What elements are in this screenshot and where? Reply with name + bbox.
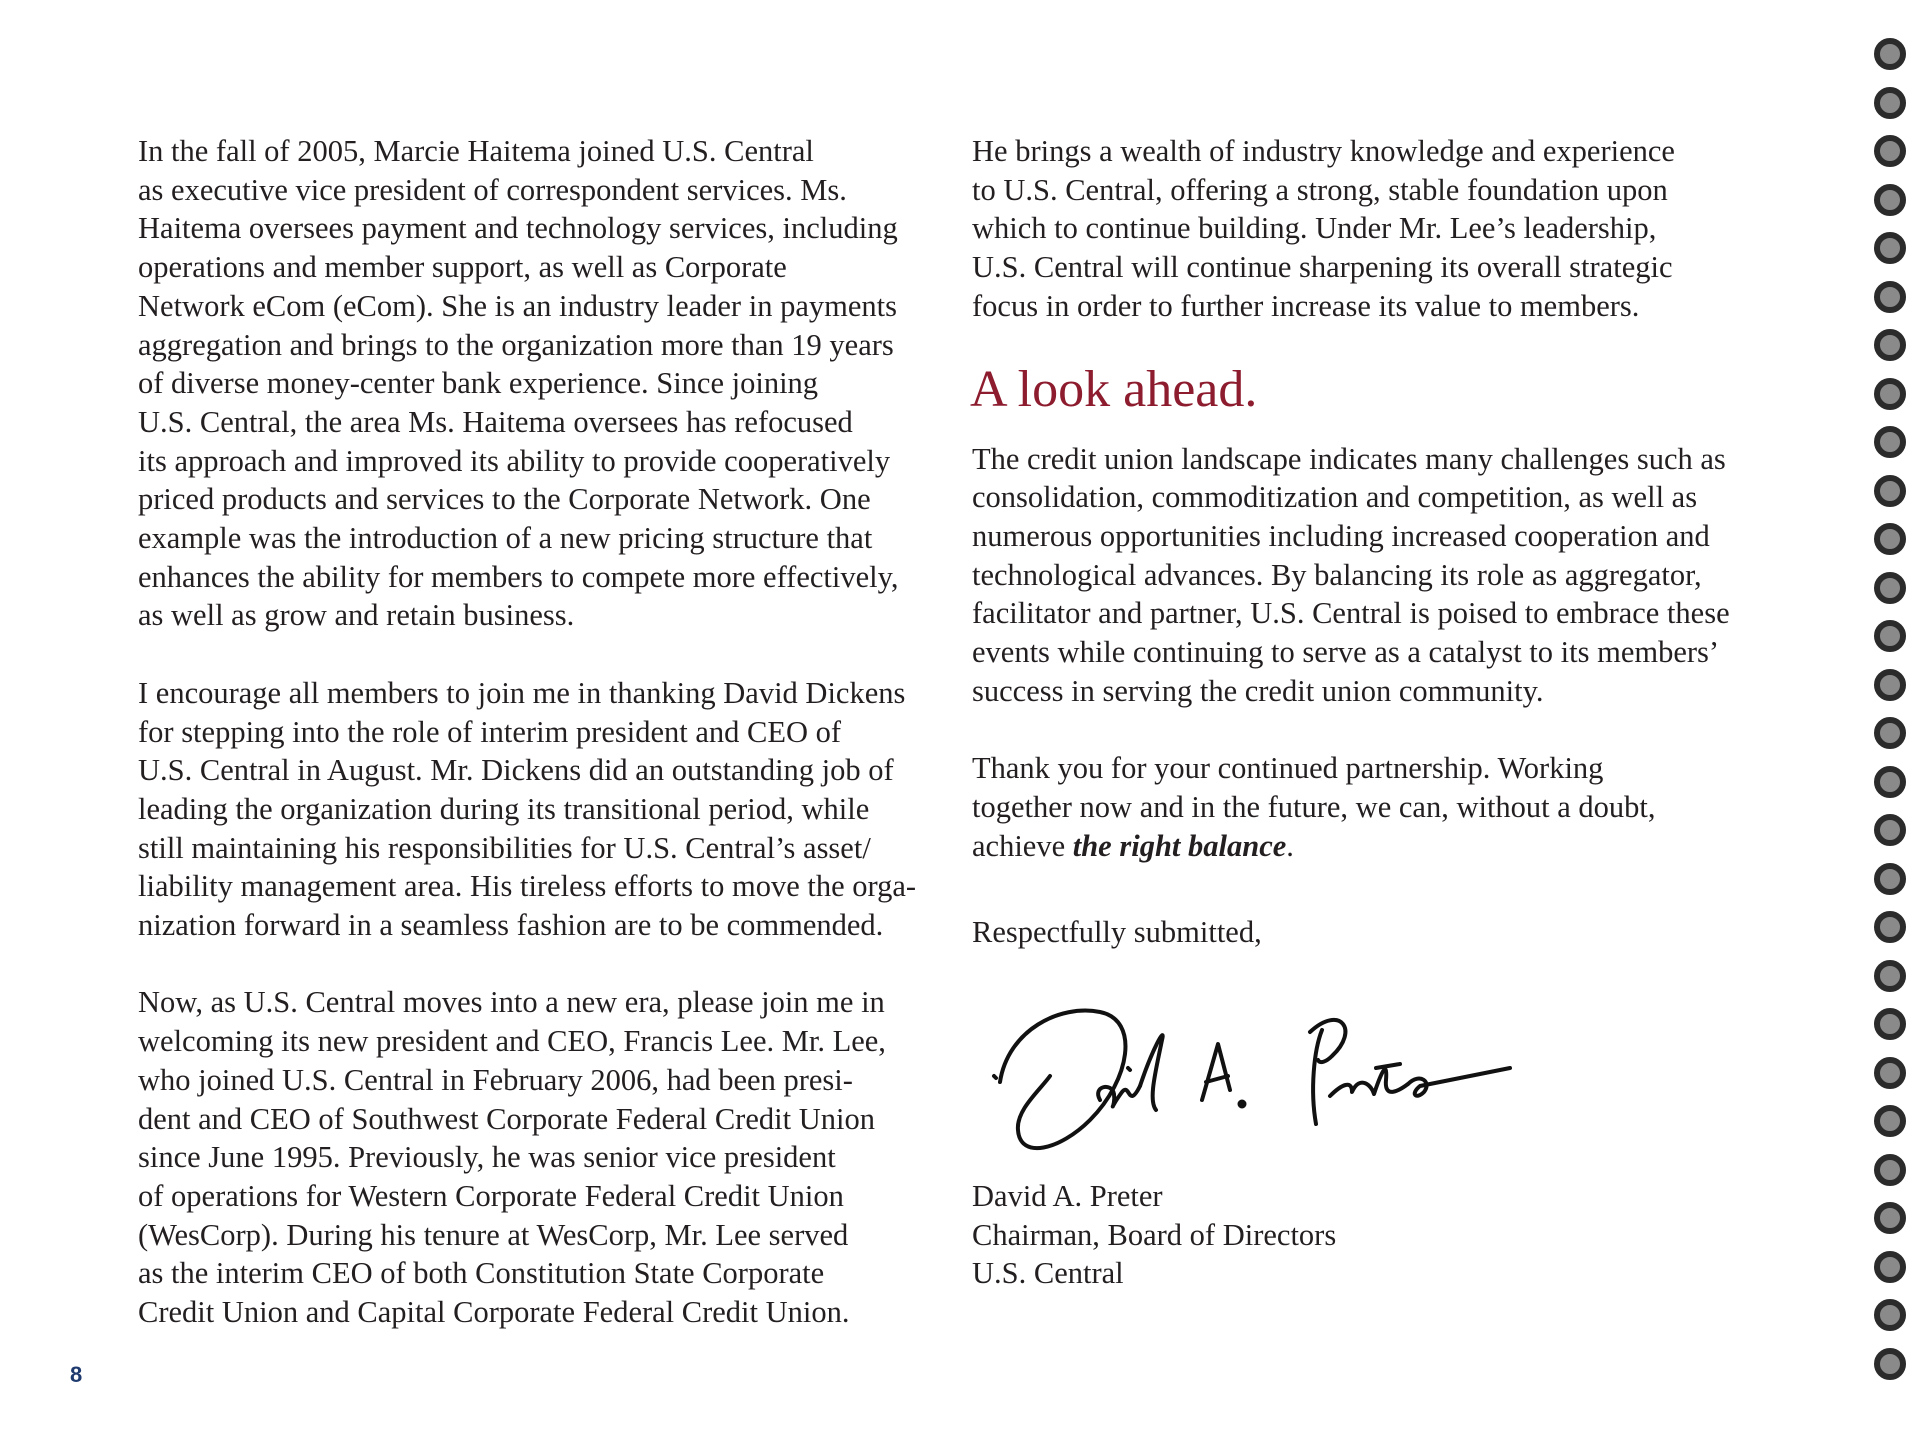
binding-ring bbox=[1874, 911, 1906, 943]
text-line: focus in order to further increase its value to members. bbox=[972, 288, 1640, 323]
text-line: Credit Union and Capital Corporate Federal Credit Union. bbox=[138, 1295, 850, 1330]
binding-ring bbox=[1874, 1057, 1906, 1089]
binding-ring bbox=[1874, 1348, 1906, 1380]
binding-ring bbox=[1874, 766, 1906, 798]
text-line: operations and member support, as well as Corporate bbox=[138, 250, 787, 285]
binding-ring bbox=[1874, 232, 1906, 264]
text-line: enhances the ability for members to compete more effectively, bbox=[138, 559, 899, 594]
binding-ring bbox=[1874, 329, 1906, 361]
binding-ring bbox=[1874, 426, 1906, 458]
text-line: dent and CEO of Southwest Corporate Federal Credit Union bbox=[138, 1101, 875, 1136]
text-line: facilitator and partner, U.S. Central is poised to embrace these bbox=[972, 596, 1730, 631]
text-line: which to continue building. Under Mr. Lee’s leadership, bbox=[972, 211, 1657, 246]
text-line: numerous opportunities including increased cooperation and bbox=[972, 518, 1710, 553]
binding-ring bbox=[1874, 475, 1906, 507]
signer-title: Chairman, Board of Directors bbox=[972, 1217, 1337, 1252]
binding-ring bbox=[1874, 281, 1906, 313]
paragraph-dickens bbox=[138, 674, 958, 945]
text-line: Now, as U.S. Central moves into a new era, please join me in bbox=[138, 985, 885, 1020]
text-line: technological advances. By balancing its role as aggregator, bbox=[972, 557, 1702, 592]
text-line: of diverse money-center bank experience. Since joining bbox=[138, 366, 819, 401]
binding-ring bbox=[1874, 87, 1906, 119]
binding-ring bbox=[1874, 135, 1906, 167]
page-number: 8 bbox=[70, 1362, 83, 1387]
binding-ring bbox=[1874, 960, 1906, 992]
text-fragment: . bbox=[1286, 828, 1294, 863]
binding-ring bbox=[1874, 1008, 1906, 1040]
text-line: as well as grow and retain business. bbox=[138, 598, 575, 633]
text-line: U.S. Central in August. Mr. Dickens did an outstanding job of bbox=[138, 753, 894, 788]
text-line: Haitema oversees payment and technology services, including bbox=[138, 211, 898, 246]
binding-ring bbox=[1874, 184, 1906, 216]
text-line-with-emphasis bbox=[972, 827, 1792, 866]
binding-ring bbox=[1874, 669, 1906, 701]
text-line: In the fall of 2005, Marcie Haitema joined U.S. Central bbox=[138, 134, 814, 168]
text-line: its approach and improved its ability to provide cooperatively bbox=[138, 443, 891, 478]
text-line: since June 1995. Previously, he was senior vice president bbox=[138, 1140, 836, 1175]
paragraph-lee-continued bbox=[972, 132, 1792, 326]
text-line: Network eCom (eCom). She is an industry leader in payments bbox=[138, 288, 897, 323]
paragraph-thanks bbox=[972, 749, 1792, 865]
binding-ring bbox=[1874, 1251, 1906, 1283]
text-line: consolidation, commoditization and competition, as well as bbox=[972, 480, 1698, 515]
binding-ring bbox=[1874, 572, 1906, 604]
text-line: U.S. Central, the area Ms. Haitema oversees has refocused bbox=[138, 404, 853, 439]
text-line: liability management area. His tireless efforts to move the orga- bbox=[138, 869, 917, 904]
text-line: He brings a wealth of industry knowledge and experience bbox=[972, 134, 1675, 168]
binding-ring bbox=[1874, 378, 1906, 410]
emphasis-text: the right balance bbox=[1072, 828, 1287, 863]
text-line: nization forward in a seamless fashion are to be commended. bbox=[138, 908, 884, 943]
text-line: for stepping into the role of interim president and CEO of bbox=[138, 714, 842, 749]
binding-ring bbox=[1874, 1299, 1906, 1331]
binding-ring bbox=[1874, 620, 1906, 652]
paragraph-haitema bbox=[138, 132, 958, 635]
text-line: example was the introduction of a new pricing structure that bbox=[138, 521, 873, 556]
section-heading: A look ahead. bbox=[970, 360, 1258, 418]
binding-ring bbox=[1874, 717, 1906, 749]
binding-ring bbox=[1874, 1154, 1906, 1186]
binding-ring bbox=[1874, 523, 1906, 555]
text-line: Thank you for your continued partnership. Working bbox=[972, 751, 1604, 786]
text-line: events while continuing to serve as a catalyst to its members’ bbox=[972, 635, 1720, 670]
text-line: still maintaining his responsibilities for U.S. Central’s asset/ bbox=[138, 830, 871, 865]
binding-ring bbox=[1874, 38, 1906, 70]
left-column bbox=[138, 132, 958, 1370]
text-line: I encourage all members to join me in thanking David Dickens bbox=[138, 675, 906, 710]
binding-ring bbox=[1874, 1105, 1906, 1137]
text-line: (WesCorp). During his tenure at WesCorp, Mr. Lee served bbox=[138, 1217, 849, 1252]
text-line: to U.S. Central, offering a strong, stable foundation upon bbox=[972, 172, 1668, 207]
text-line: together now and in the future, we can, without a doubt, bbox=[972, 789, 1656, 824]
text-line: as executive vice president of correspondent services. Ms. bbox=[138, 172, 847, 207]
paragraph-outlook bbox=[972, 440, 1792, 711]
handwritten-signature bbox=[980, 990, 1540, 1170]
text-line: aggregation and brings to the organization more than 19 years bbox=[138, 327, 894, 362]
text-line: The credit union landscape indicates many challenges such as bbox=[972, 441, 1726, 476]
binding-ring bbox=[1874, 863, 1906, 895]
spiral-binding bbox=[1874, 38, 1906, 1438]
signer-name: David A. Preter bbox=[972, 1179, 1163, 1213]
text-fragment: achieve bbox=[972, 828, 1073, 863]
text-line: who joined U.S. Central in February 2006, had been presi- bbox=[138, 1062, 853, 1097]
right-column bbox=[972, 132, 1792, 991]
binding-ring bbox=[1874, 814, 1906, 846]
text-line: as the interim CEO of both Constitution State Corporate bbox=[138, 1256, 825, 1291]
text-line: success in serving the credit union community. bbox=[972, 673, 1544, 708]
binding-ring bbox=[1874, 1202, 1906, 1234]
text-line: U.S. Central will continue sharpening its overall strategic bbox=[972, 250, 1673, 285]
closing-salutation: Respectfully submitted, bbox=[972, 915, 1262, 950]
text-line: welcoming its new president and CEO, Francis Lee. Mr. Lee, bbox=[138, 1024, 886, 1059]
text-line: priced products and services to the Corporate Network. One bbox=[138, 482, 871, 517]
signer-organization: U.S. Central bbox=[972, 1256, 1124, 1291]
signer-block bbox=[972, 1177, 1336, 1293]
text-line: leading the organization during its transitional period, while bbox=[138, 791, 870, 826]
text-line: of operations for Western Corporate Federal Credit Union bbox=[138, 1178, 844, 1213]
paragraph-lee bbox=[138, 983, 958, 1331]
